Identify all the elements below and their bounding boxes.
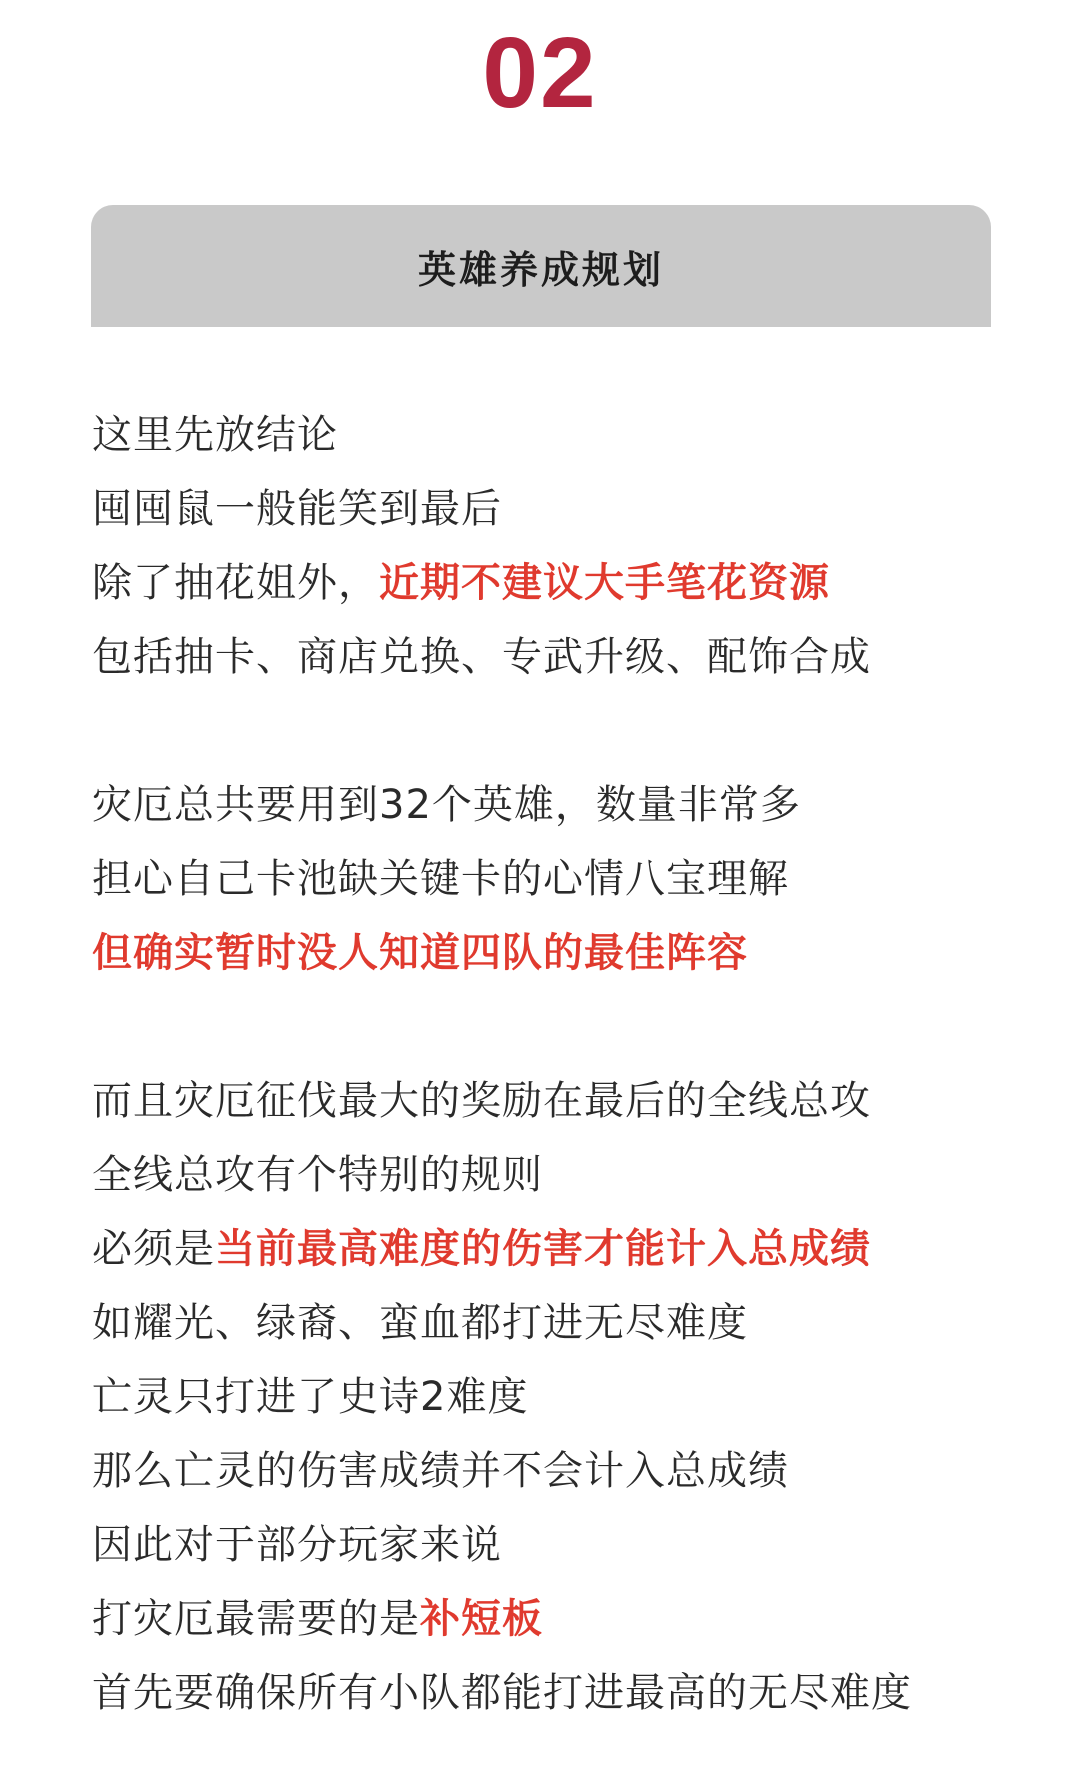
body-text: 这里先放结论 <box>92 412 338 458</box>
body-text: 囤囤鼠一般能笑到最后 <box>92 486 502 532</box>
text-line <box>92 1434 1052 1508</box>
text-line <box>92 1360 1052 1434</box>
text-line <box>92 1508 1052 1582</box>
body-text: 包括抽卡、商店兑换、专武升级、配饰合成 <box>92 634 871 680</box>
highlighted-text: 近期不建议大手笔花资源 <box>379 560 830 606</box>
body-text: 如耀光、绿裔、蛮血都打进无尽难度 <box>92 1300 748 1346</box>
body-text: 亡灵只打进了史诗2难度 <box>92 1374 529 1420</box>
highlighted-text: 补短板 <box>420 1596 543 1642</box>
text-line <box>92 546 1052 620</box>
paragraph <box>92 768 1052 990</box>
body-text: 打灾厄最需要的是 <box>92 1596 420 1642</box>
section-title-bar <box>91 205 991 327</box>
body-text: 除了抽花姐外， <box>92 560 379 606</box>
text-line <box>92 398 1052 472</box>
text-line <box>92 842 1052 916</box>
paragraph <box>92 1064 1052 1730</box>
highlighted-text: 但确实暂时没人知道四队的最佳阵容 <box>92 930 748 976</box>
body-text: 必须是 <box>92 1226 215 1272</box>
text-line <box>92 916 1052 990</box>
highlighted-text: 当前最高难度的伤害才能计入总成绩 <box>215 1226 871 1272</box>
text-line <box>92 472 1052 546</box>
text-line <box>92 1286 1052 1360</box>
body-text: 担心自己卡池缺关键卡的心情八宝理解 <box>92 856 789 902</box>
text-line <box>92 1138 1052 1212</box>
text-line <box>92 620 1052 694</box>
text-line <box>92 768 1052 842</box>
text-line <box>92 1582 1052 1656</box>
text-line <box>92 1064 1052 1138</box>
text-line <box>92 1212 1052 1286</box>
paragraph <box>92 398 1052 694</box>
text-line <box>92 1656 1052 1730</box>
body-text: 首先要确保所有小队都能打进最高的无尽难度 <box>92 1670 912 1716</box>
body-text: 而且灾厄征伐最大的奖励在最后的全线总攻 <box>92 1078 871 1124</box>
body-text: 全线总攻有个特别的规则 <box>92 1152 543 1198</box>
body-text: 因此对于部分玩家来说 <box>92 1522 502 1568</box>
section-number: 02 <box>482 17 598 129</box>
article-body <box>92 398 1052 1730</box>
body-text: 灾厄总共要用到32个英雄，数量非常多 <box>92 782 801 828</box>
section-title: 英雄养成规划 <box>417 247 664 292</box>
body-text: 那么亡灵的伤害成绩并不会计入总成绩 <box>92 1448 789 1494</box>
